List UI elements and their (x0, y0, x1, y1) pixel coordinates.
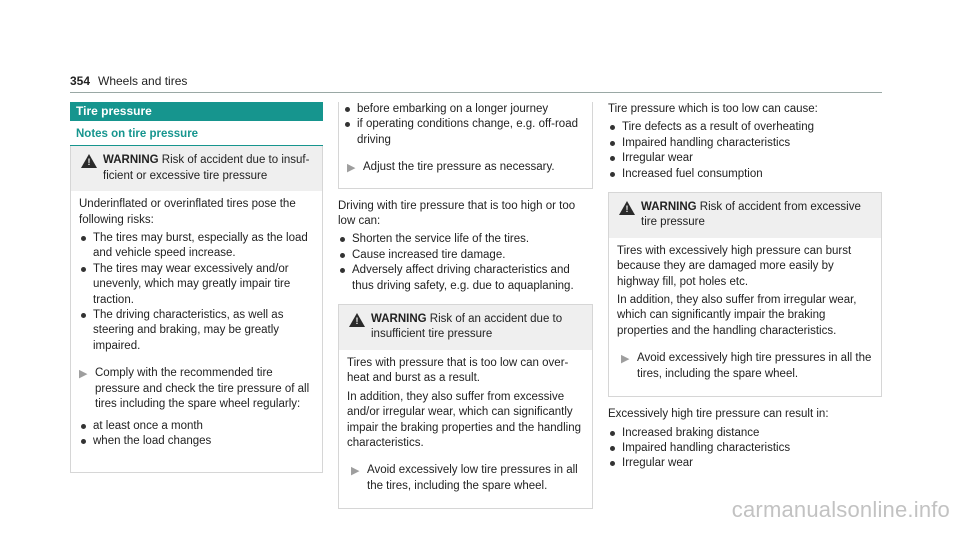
instruction: ▶ Avoid excessively high tire pressures in all the tires, including the spare wheel. (621, 352, 872, 380)
high-pressure-effects-list (608, 426, 882, 472)
warning-box (338, 304, 593, 509)
list-item: at least once a month (79, 419, 314, 434)
warning-header (609, 193, 881, 238)
bullet-icon (340, 237, 345, 242)
page-number: 354 (70, 74, 91, 88)
bullet-icon (345, 107, 350, 112)
warning-text: Risk of accident due to insufficient or excessive tire pressure (103, 154, 310, 182)
bullet-icon (610, 125, 615, 130)
list-item: Cause increased tire damage. (338, 248, 593, 263)
warning-paragraph: In addition, they also suffer from excessive and/or irregular wear, which can significantly impair the braking properties and the handling characteristics. (347, 390, 581, 449)
warning-box (608, 192, 882, 397)
action-arrow-icon: ▶ (351, 465, 360, 478)
action-arrow-icon: ▶ (79, 368, 88, 381)
warning-header (71, 146, 322, 191)
page-section-title: Wheels and tires (98, 74, 188, 88)
bullet-icon (610, 156, 615, 161)
check-list (79, 419, 314, 450)
warning-header (339, 305, 592, 350)
instruction: ▶ Comply with the recommended tire pressure and check the tire pressure of all tires including the spare wheel regularly: (79, 367, 310, 411)
list-item: Increased fuel consumption (608, 167, 882, 182)
column-1 (70, 102, 323, 473)
paragraph: Excessively high tire pressure can result in: (608, 408, 829, 421)
list-item: The tires may burst, especially as the load and vehicle speed increase. (79, 231, 314, 262)
bullet-icon (610, 446, 615, 451)
warning-label: WARNING (641, 201, 697, 214)
page-header (70, 72, 882, 93)
warning-text: Risk of an accident due to insufficient tire pressure (371, 313, 563, 341)
warning-paragraph: Tires with excessively high pressure can burst because they are damaged more easily by highway fill, pot holes etc. (617, 244, 852, 288)
warning-body (339, 350, 592, 508)
warning-paragraph: Underinflated or overinflated tires pose the following risks: (79, 198, 296, 226)
warning-label: WARNING (371, 313, 427, 326)
warning-paragraph: In addition, they also suffer from irregular wear, which can significantly impair the braking properties and the handling characteristics. (617, 294, 857, 337)
warning-text: Risk of accident from excessive tire pressure (641, 201, 861, 229)
column-2 (338, 102, 593, 509)
subsection-title: Notes on tire pressure (70, 121, 323, 146)
warning-box (70, 146, 323, 473)
warning-triangle-icon: ! (617, 200, 641, 231)
list-item: The driving characteristics, as well as steering and braking, may be greatly impaired. (79, 308, 314, 354)
warning-triangle-icon: ! (347, 312, 371, 343)
warning-body (71, 191, 322, 460)
effects-list (338, 232, 593, 294)
warning-triangle-icon: ! (79, 153, 103, 184)
list-item: Irregular wear (608, 151, 882, 166)
bullet-icon (81, 439, 86, 444)
list-item: Adversely affect driving characteristics and thus driving safety, e.g. due to aquaplaning. (338, 263, 593, 294)
warning-continuation-box (338, 102, 593, 189)
action-arrow-icon: ▶ (621, 353, 630, 366)
bullet-icon (610, 431, 615, 436)
bullet-icon (81, 313, 86, 318)
list-item: Increased braking distance (608, 426, 882, 441)
warning-label: WARNING (103, 154, 159, 167)
list-item: Irregular wear (608, 456, 882, 471)
warning-body (609, 238, 881, 396)
bullet-icon (345, 122, 350, 127)
bullet-icon (81, 236, 86, 241)
bullet-icon (81, 267, 86, 272)
list-item: Impaired handling characteristics (608, 441, 882, 456)
bullet-icon (610, 141, 615, 146)
bullet-icon (610, 461, 615, 466)
list-item: Shorten the service life of the tires. (338, 232, 593, 247)
low-pressure-effects-list (608, 120, 882, 182)
warning-paragraph: Tires with pressure that is too low can overheat and burst as a result. (347, 356, 569, 385)
instruction: ▶ Adjust the tire pressure as necessary. (347, 160, 584, 175)
paragraph: Tire pressure which is too low can cause: (608, 103, 818, 115)
list-item: when the load changes (79, 434, 314, 449)
instruction: ▶ Avoid excessively low tire pressures in all the tires, including the spare wheel. (351, 464, 578, 492)
bullet-icon (340, 268, 345, 273)
bullet-icon (610, 172, 615, 177)
list-item: The tires may wear excessively and/or unevenly, which may greatly impair tire traction. (79, 262, 314, 308)
bullet-icon (340, 253, 345, 258)
list-item: Tire defects as a result of overheating (608, 120, 882, 135)
list-item: Impaired handling characteristics (608, 136, 882, 151)
column-3 (608, 102, 882, 475)
risk-list (79, 231, 314, 354)
watermark: carmanualsonline.info (731, 497, 950, 522)
list-item: before embarking on a longer journey (343, 102, 584, 117)
paragraph: Driving with tire pressure that is too high or too low can: (338, 199, 576, 228)
bullet-icon (81, 424, 86, 429)
action-arrow-icon: ▶ (347, 162, 356, 175)
list-item: if operating conditions change, e.g. off-road driving (343, 117, 584, 148)
check-list-continued (343, 102, 584, 148)
section-title: Tire pressure (70, 102, 323, 121)
